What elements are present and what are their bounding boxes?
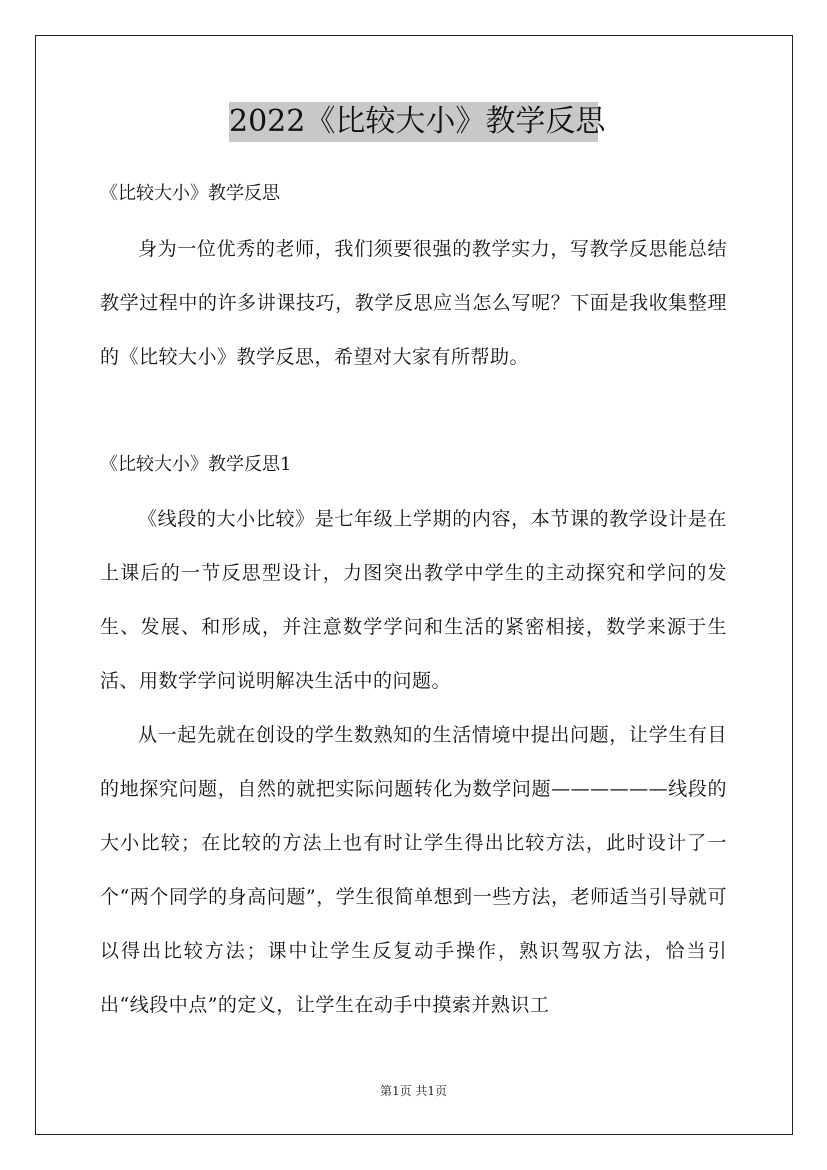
document-title: 2022《比较大小》教学反思 (229, 102, 598, 142)
document-subtitle: 《比较大小》教学反思 (100, 183, 280, 204)
page-number-footer: 第1页 共1页 (379, 1084, 448, 1098)
body-paragraph-2: 从一起先就在创设的学生数熟知的生活情境中提出问题，让学生有目的地探究问题，自然的就把实际问题转化为数学问题——————线段的大小比较；在比较的方法上也有时让学生得出比较方法，此时设计了一个“两个同学的身高问题”，学生很简单想到一些方法，老师适当引导就可以得出比较方法；课中让学生反复动手操作，熟识驾驭方法，恰当引出“线段中点”的定义，让学生在动手中摸索并熟识工 (100, 724, 727, 1016)
section-heading: 《比较大小》教学反思1 (100, 454, 292, 475)
intro-paragraph: 身为一位优秀的老师，我们须要很强的教学实力，写教学反思能总结教学过程中的许多讲课技巧，教学反思应当怎么写呢？下面是我收集整理的《比较大小》教学反思，希望对大家有所帮助。 (100, 238, 727, 368)
body-paragraph-1: 《线段的大小比较》是七年级上学期的内容，本节课的教学设计是在上课后的一节反思型设计，力图突出教学中学生的主动探究和学问的发生、发展、和形成，并注意数学学问和生活的紧密相接，数学来源于生活、用数学学问说明解决生活中的问题。 (100, 508, 727, 692)
